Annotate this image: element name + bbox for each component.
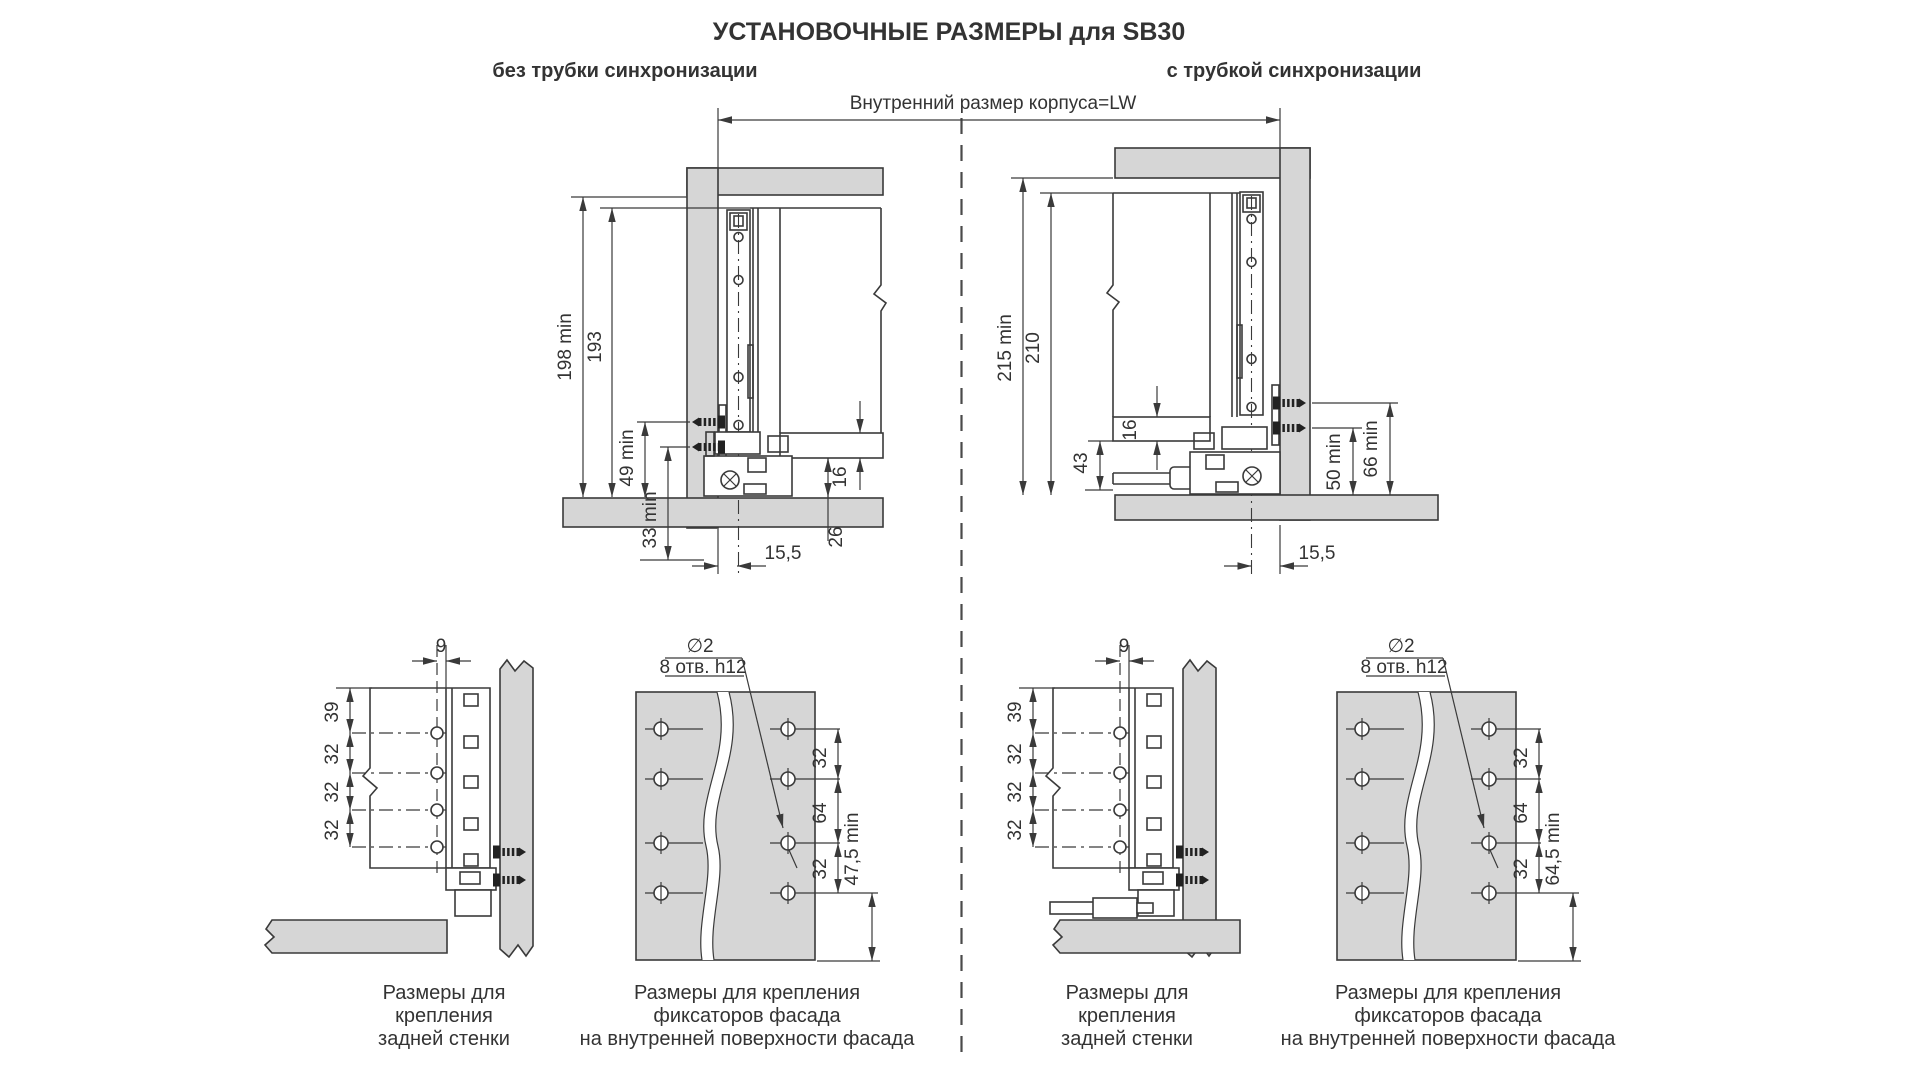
dim-210: 210 (1023, 332, 1044, 364)
dim-32-left-1: 32 (322, 743, 343, 765)
drawer-profile (750, 208, 886, 458)
dim-32-right-1: 32 (1005, 743, 1026, 765)
drawer-back-profile (363, 688, 490, 868)
section-view-no-tube (555, 168, 886, 578)
caption-line: Размеры для (382, 982, 506, 1004)
caption-rear-left (378, 982, 510, 1050)
cabinet-side-panel (1280, 148, 1310, 520)
dim-15-5-right: 15,5 (1298, 543, 1336, 564)
cabinet-bottom-panel (1115, 495, 1438, 520)
caption-line: задней стенки (378, 1028, 510, 1050)
hole-diameter-label: ∅2 (686, 636, 714, 657)
hole-count-label: 8 отв. h12 (659, 657, 747, 678)
caption-line: задней стенки (1061, 1028, 1193, 1050)
dim-15-5-left: 15,5 (764, 543, 802, 564)
dim-47-5-min: 47,5 min (842, 812, 863, 886)
bottom-bracket (446, 868, 496, 916)
caption-line: на внутренней поверхности фасада (1280, 1028, 1616, 1050)
hole-diameter-label: ∅2 (1387, 636, 1415, 657)
rail-rear-flange (1272, 385, 1279, 445)
dim-32-facade-1: 32 (1511, 747, 1532, 769)
caption-rear-right (1061, 982, 1193, 1050)
dimensions-facade-right (1511, 729, 1581, 961)
sync-tube (1050, 898, 1153, 918)
dim-39-left: 39 (322, 701, 343, 723)
dim-64-facade: 64 (810, 802, 831, 824)
dim-215-min: 215 min (995, 314, 1016, 382)
column-header-left: без трубки синхронизации (492, 60, 758, 82)
drawer-back-profile (1046, 688, 1173, 868)
dim-32-right-3: 32 (1005, 819, 1026, 841)
corner-mechanism (704, 432, 792, 496)
dim-16-left: 16 (830, 466, 851, 488)
dim-16-right: 16 (1120, 419, 1141, 441)
dim-32-right-2: 32 (1005, 781, 1026, 803)
caption-facade-left (580, 982, 916, 1050)
cabinet-back-panel (500, 660, 533, 957)
dim-193: 193 (585, 331, 606, 363)
facade-drawing-left (580, 636, 916, 1050)
caption-line: Размеры для крепления (633, 982, 861, 1004)
dim-32-facade-2: 32 (810, 858, 831, 880)
dim-49-min: 49 min (617, 429, 638, 487)
rear-wall-drawing-right (1005, 636, 1240, 1050)
drawer-bottom-board (780, 433, 883, 458)
column-header-right: с трубкой синхронизации (1166, 60, 1422, 82)
cabinet-width-label: Внутренний размер корпуса=LW (849, 93, 1137, 114)
page-title: УСТАНОВОЧНЫЕ РАЗМЕРЫ для SB30 (712, 18, 1186, 46)
dim-66-min: 66 min (1361, 420, 1382, 478)
dim-33-min: 33 min (640, 491, 661, 549)
section-view-with-tube (995, 148, 1438, 578)
dim-26: 26 (826, 526, 847, 548)
cabinet-back-panel (1183, 660, 1216, 957)
caption-line: крепления (1078, 1005, 1176, 1027)
drawer-bottom-strip (265, 920, 447, 953)
dim-32-left-2: 32 (322, 781, 343, 803)
dimensions-facade-left (810, 729, 880, 961)
caption-line: Размеры для (1065, 982, 1189, 1004)
caption-line: фиксаторов фасада (1354, 1005, 1542, 1027)
dim-32-facade-1: 32 (810, 747, 831, 769)
drawer-profile (1107, 193, 1240, 441)
dim-9-right: 9 (1118, 636, 1130, 657)
dim-32-left-3: 32 (322, 819, 343, 841)
caption-facade-right (1281, 982, 1617, 1050)
facade-drawing-right (1281, 636, 1617, 1050)
dim-9-left: 9 (435, 636, 447, 657)
dim-198-min: 198 min (555, 313, 576, 381)
caption-line: крепления (395, 1005, 493, 1027)
drawer-bottom-strip (1053, 920, 1240, 953)
dim-39-right: 39 (1005, 701, 1026, 723)
dim-50-min: 50 min (1324, 433, 1345, 491)
dim-32-facade-2: 32 (1511, 858, 1532, 880)
caption-line: Размеры для крепления (1334, 982, 1562, 1004)
rear-wall-drawing-left (265, 636, 533, 1050)
caption-line: фиксаторов фасада (653, 1005, 841, 1027)
dim-64-5-min: 64,5 min (1543, 812, 1564, 886)
dim-43: 43 (1071, 452, 1092, 474)
caption-line: на внутренней поверхности фасада (579, 1028, 915, 1050)
hole-count-label: 8 отв. h12 (1360, 657, 1448, 678)
dim-64-facade: 64 (1511, 802, 1532, 824)
cabinet-bottom-panel (563, 498, 883, 527)
